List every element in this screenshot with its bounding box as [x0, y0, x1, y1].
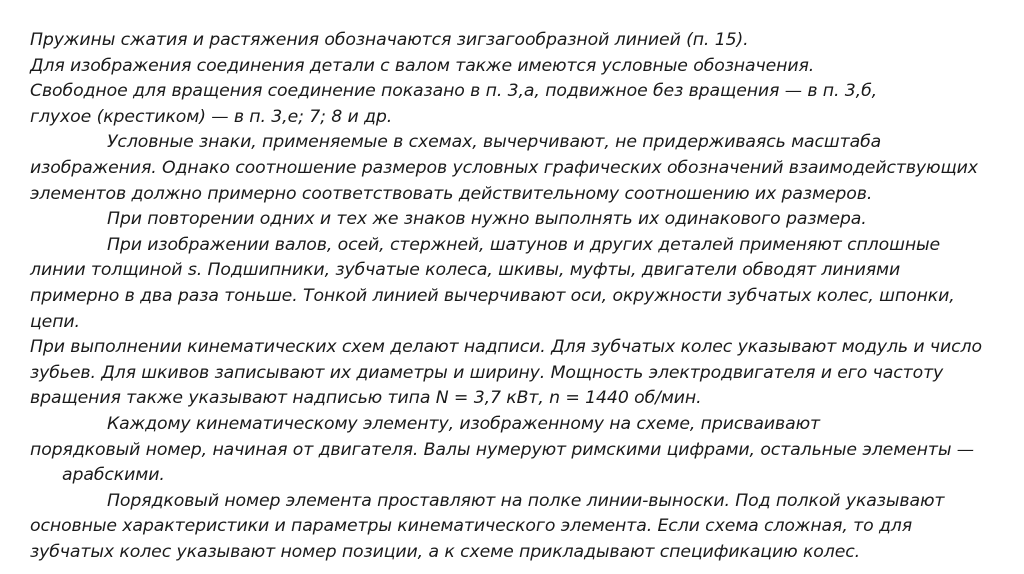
text-line: глухое (крестиком) — в п. 3,е; 7; 8 и др. — [30, 106, 393, 127]
text-line: основные характеристики и параметры кинематического элемента. Если схема сложная, то для — [30, 516, 913, 537]
text-line: При выполнении кинематических схем делают надписи. Для зубчатых колес указывают модуль и число — [30, 337, 982, 358]
paragraph-start-line: Порядковый номер элемента проставляют на полке линии-выноски. Под полкой указывают — [107, 490, 945, 511]
document-text — [30, 28, 1010, 565]
text-line: элементов должно примерно соответствовать действительному соотношению их размеров. — [30, 183, 873, 204]
paragraph-start-line: Условные знаки, применяемые в схемах, вычерчивают, не придерживаясь масштаба — [107, 132, 882, 153]
text-line: порядковый номер, начиная от двигателя. Валы нумеруют римскими цифрами, остальные элементы — — [30, 439, 974, 460]
text-line: зубьев. Для шкивов записывают их диаметры и ширину. Мощность электродвигателя и его частоту — [30, 362, 944, 383]
text-line: цепи. — [30, 311, 80, 332]
text-line: Свободное для вращения соединение показано в п. 3,а, подвижное без вращения — в п. 3,б, — [30, 81, 878, 102]
text-line: зубчатых колес указывают номер позиции, а к схеме прикладывают спецификацию колес. — [30, 541, 861, 562]
text-line: изображения. Однако соотношение размеров условных графических обозначений взаимодействующих — [30, 157, 978, 178]
text-line: Пружины сжатия и растяжения обозначаются зигзагообразной линией (п. 15). — [30, 30, 749, 50]
text-line: примерно в два раза тоньше. Тонкой линией вычерчивают оси, окружности зубчатых колес, шпонки, — [30, 285, 955, 306]
text-line: Для изображения соединения детали с валом также имеются условные обозначения. — [30, 55, 815, 76]
paragraph-start-line: При изображении валов, осей, стержней, шатунов и других деталей применяют сплошные — [107, 234, 941, 255]
text-line: арабскими. — [62, 465, 165, 486]
text-line: линии толщиной s. Подшипники, зубчатые колеса, шкивы, муфты, двигатели обводят линиями — [30, 260, 901, 281]
paragraph-start-line: При повторении одних и тех же знаков нужно выполнять их одинакового размера. — [107, 209, 867, 230]
paragraph-start-line: Каждому кинематическому элементу, изображенному на схеме, присваивают — [107, 413, 820, 434]
text-line: вращения также указывают надписью типа N = 3,7 кВт, n = 1440 об/мин. — [30, 388, 702, 409]
